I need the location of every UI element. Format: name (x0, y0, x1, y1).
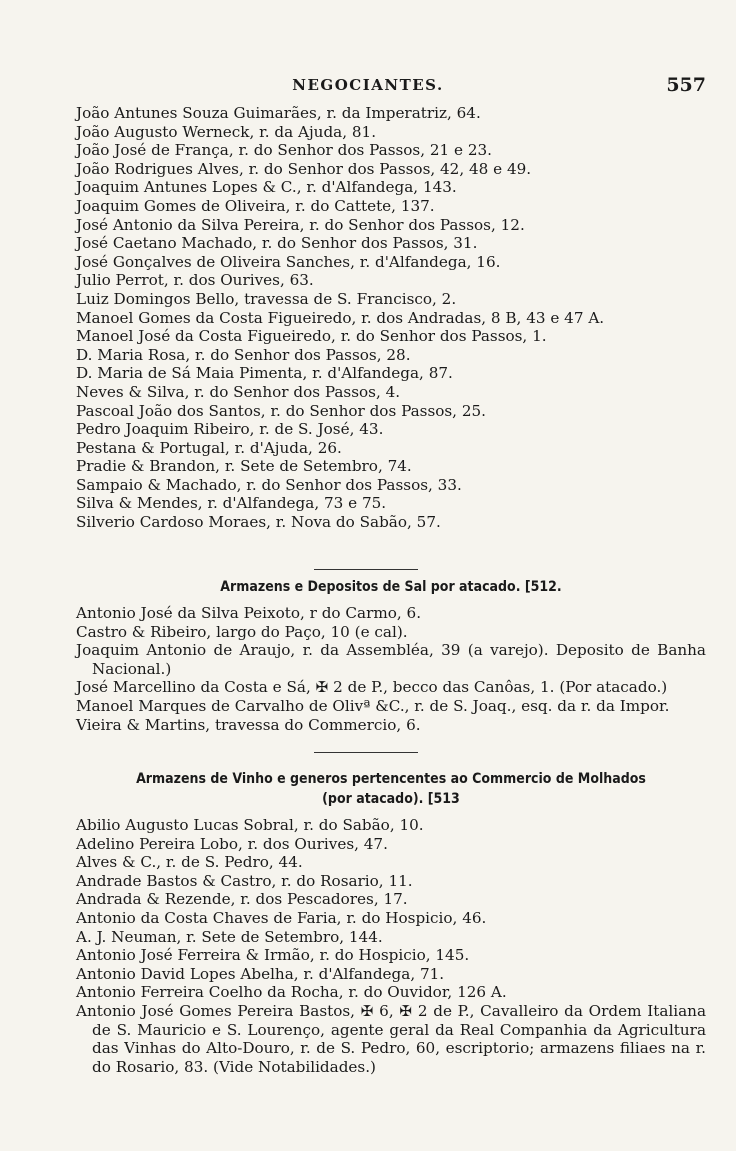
directory-entry: A. J. Neuman, r. Sete de Setembro, 144. (76, 927, 383, 946)
directory-entry: D. Maria Rosa, r. do Senhor dos Passos, 28. (76, 345, 411, 364)
directory-entry: Manoel Gomes da Costa Figueiredo, r. dos Andradas, 8 B, 43 e 47 A. (76, 308, 605, 327)
directory-entry: Silva & Mendes, r. d'Alfandega, 73 e 75. (76, 494, 387, 513)
directory-entry: Antonio da Costa Chaves de Faria, r. do Hospicio, 46. (76, 908, 487, 927)
directory-entry: Andrada & Rezende, r. dos Pescadores, 17. (76, 890, 408, 909)
directory-entry: Vieira & Martins, travessa do Commercio, 6. (76, 715, 421, 734)
directory-entry: José Caetano Machado, r. do Senhor dos Passos, 31. (76, 234, 478, 253)
directory-entry: Antonio David Lopes Abelha, r. d'Alfandega, 71. (76, 964, 445, 983)
section3-heading-line1: Armazens de Vinho e generos pertencentes ao Commercio de Molhados (136, 771, 646, 787)
page-title: NEGOCIANTES. (292, 76, 444, 94)
directory-entry: Pedro Joaquim Ribeiro, r. de S. José, 43. (76, 420, 384, 439)
directory-entry: Pascoal João dos Santos, r. do Senhor dos Passos, 25. (76, 401, 486, 420)
directory-entry: João Rodrigues Alves, r. do Senhor dos Passos, 42, 48 e 49. (76, 159, 532, 178)
page-number: 557 (666, 74, 706, 96)
section1-list (76, 104, 706, 532)
directory-entry: José Gonçalves de Oliveira Sanches, r. d'Alfandega, 16. (76, 252, 501, 271)
directory-entry: João Augusto Werneck, r. da Ajuda, 81. (76, 122, 377, 141)
directory-entry: Sampaio & Machado, r. do Senhor dos Passos, 33. (76, 475, 462, 494)
directory-entry: Neves & Silva, r. do Senhor dos Passos, 4. (76, 382, 401, 401)
directory-entry: Joaquim Antonio de Araujo, r. da Assembléa, 39 (a varejo). Deposito de Banha Nacional.) (76, 641, 706, 678)
directory-entry: Antonio José da Silva Peixoto, r do Carmo, 6. (76, 604, 422, 622)
directory-entry: Andrade Bastos & Castro, r. do Rosario, 11. (76, 871, 413, 890)
directory-entry: Pestana & Portugal, r. d'Ajuda, 26. (76, 438, 342, 457)
directory-entry: Manoel José da Costa Figueiredo, r. do Senhor dos Passos, 1. (76, 327, 547, 346)
section2-list (76, 604, 706, 734)
directory-entry: Joaquim Antunes Lopes & C., r. d'Alfandega, 143. (76, 178, 457, 197)
directory-entry: José Marcellino da Costa e Sá, ✠ 2 de P., becco das Canôas, 1. (Por atacado.) (76, 678, 668, 697)
directory-entry: Antonio José Gomes Pereira Bastos, ✠ 6, ✠ 2 de P., Cavalleiro da Ordem Italiana de S. Mauricio e S. Lourenço, agente geral da Real Companhia da Agricultura das Vinhas do Alto-Douro, r. de S. Pedro, 60, escriptorio; armazens filiaes na r. do Rosario, 83. (Vide Notabilidades.) (76, 1001, 706, 1076)
directory-entry: Pradie & Brandon, r. Sete de Setembro, 74. (76, 457, 412, 476)
directory-entry: Antonio José Ferreira & Irmão, r. do Hospicio, 145. (76, 946, 470, 965)
section-divider (314, 752, 418, 753)
directory-entry: D. Maria de Sá Maia Pimenta, r. d'Alfandega, 87. (76, 364, 453, 383)
directory-entry: Antonio Ferreira Coelho da Rocha, r. do Ouvidor, 126 A. (76, 983, 507, 1002)
section-divider (314, 569, 418, 570)
directory-entry: Castro & Ribeiro, largo do Paço, 10 (e cal). (76, 622, 408, 641)
directory-entry: Joaquim Gomes de Oliveira, r. do Cattete, 137. (76, 196, 435, 215)
section2-heading: Armazens e Depositos de Sal por atacado. [512. (220, 579, 562, 595)
section3-heading-line2: (por atacado). [513 (322, 791, 460, 807)
directory-entry: Alves & C., r. de S. Pedro, 44. (76, 853, 303, 872)
directory-entry: Silverio Cardoso Moraes, r. Nova do Sabão, 57. (76, 513, 441, 532)
page-header (0, 76, 736, 98)
directory-entry: José Antonio da Silva Pereira, r. do Senhor dos Passos, 12. (76, 215, 525, 234)
directory-entry: João Antunes Souza Guimarães, r. da Imperatriz, 64. (76, 104, 481, 122)
directory-entry: Luiz Domingos Bello, travessa de S. Francisco, 2. (76, 289, 457, 308)
section3-list (76, 816, 706, 1076)
directory-entry: Julio Perrot, r. dos Ourives, 63. (76, 271, 314, 290)
directory-entry: Adelino Pereira Lobo, r. dos Ourives, 47. (76, 834, 388, 853)
directory-entry: Manoel Marques de Carvalho de Olivª &C., r. de S. Joaq., esq. da r. da Impor. (76, 696, 670, 715)
directory-entry: João José de França, r. do Senhor dos Passos, 21 e 23. (76, 141, 492, 160)
directory-entry: Abilio Augusto Lucas Sobral, r. do Sabão, 10. (76, 816, 424, 834)
